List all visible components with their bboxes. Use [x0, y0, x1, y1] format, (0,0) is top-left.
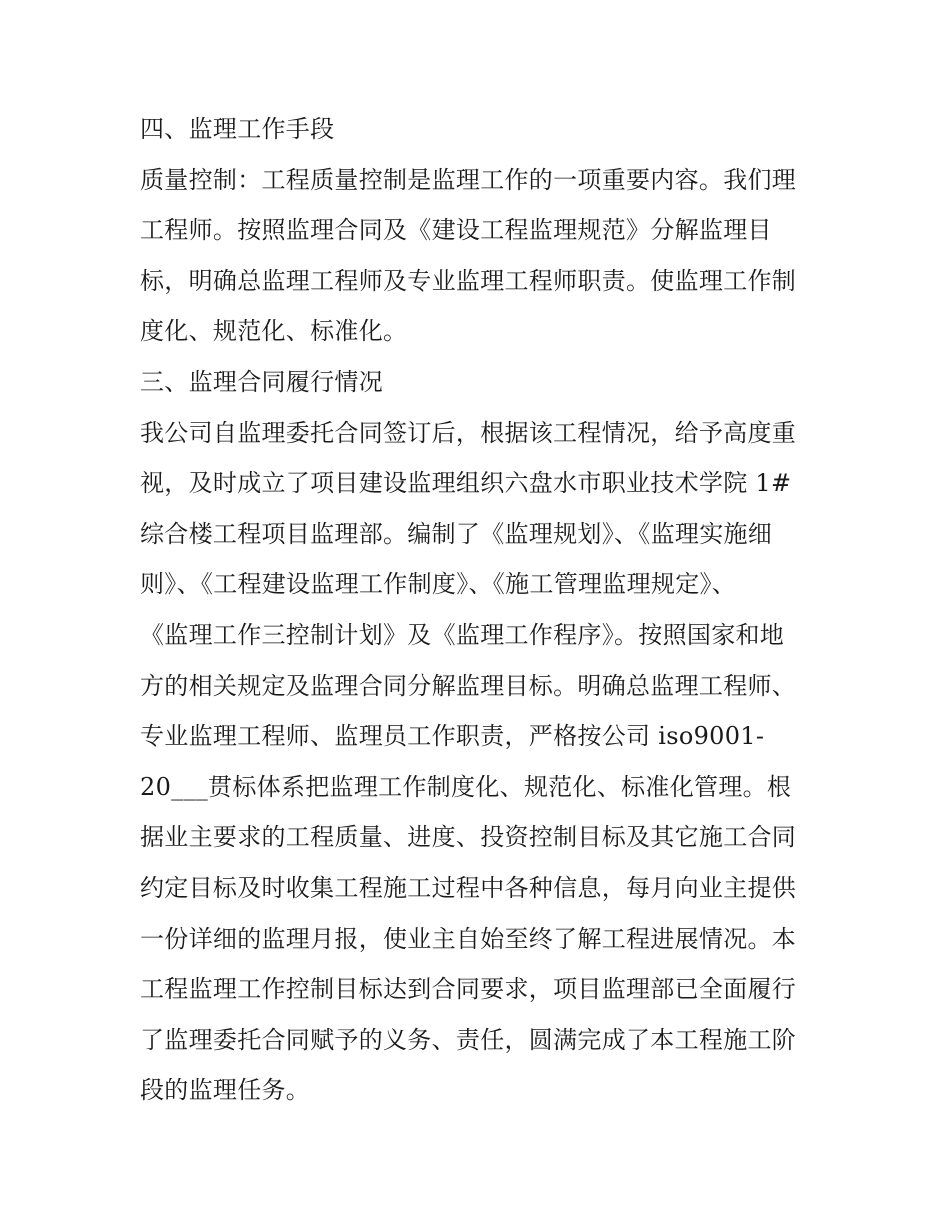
paragraph-line: 一份详细的监理月报，使业主自始至终了解工程进展情况。本	[140, 924, 797, 953]
paragraph-line: 标，明确总监理工程师及专业监理工程师职责。使监理工作制	[140, 266, 797, 295]
paragraph-line: 我公司自监理委托合同签订后，根据该工程情况，给予高度重	[140, 418, 797, 447]
paragraph-line: 质量控制：工程质量控制是监理工作的一项重要内容。我们理	[140, 165, 797, 194]
paragraph-line: 工程师。按照监理合同及《建设工程监理规范》分解监理目	[140, 216, 772, 245]
paragraph-line: 《监理工作三控制计划》及《监理工作程序》。按照国家和地	[140, 620, 785, 649]
paragraph-line: 则》、《工程建设监理工作制度》、《施工管理监理规定》、	[140, 570, 737, 599]
paragraph-line: 视，及时成立了项目建设监理组织六盘水市职业技术学院 1#	[140, 469, 792, 498]
paragraph-line: 方的相关规定及监理合同分解监理目标。明确总监理工程师、	[140, 671, 797, 700]
section-heading-four: 四、监理工作手段	[140, 115, 335, 143]
paragraph-line: 综合楼工程项目监理部。编制了《监理规划》、《监理实施细	[140, 519, 773, 548]
section-heading-three: 三、监理合同履行情况	[140, 367, 383, 396]
paragraph-line: 据业主要求的工程质量、进度、投资控制目标及其它施工合同	[140, 823, 797, 852]
paragraph-line: 20___贯标体系把监理工作制度化、规范化、标准化管理。根	[140, 772, 792, 801]
paragraph-line: 约定目标及时收集工程施工过程中各种信息，每月向业主提供	[140, 873, 797, 902]
paragraph-line: 度化、规范化、标准化。	[140, 317, 408, 346]
paragraph-line: 工程监理工作控制目标达到合同要求，项目监理部已全面履行	[140, 975, 797, 1004]
paragraph-line: 了监理委托合同赋予的义务、责任，圆满完成了本工程施工阶	[140, 1025, 797, 1054]
document-body	[140, 104, 812, 1116]
paragraph-line: 专业监理工程师、监理员工作职责，严格按公司 iso9001-	[140, 722, 765, 751]
paragraph-line: 段的监理任务。	[140, 1076, 311, 1105]
